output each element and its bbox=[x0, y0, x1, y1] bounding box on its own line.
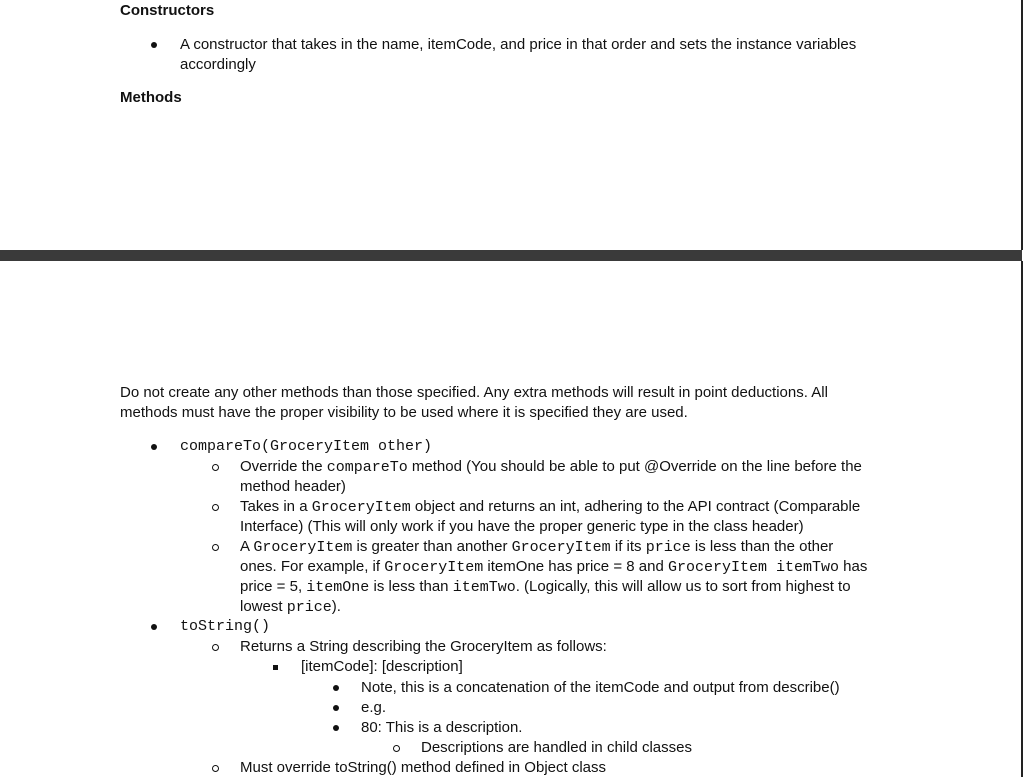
tostring-descriptions-note: Descriptions are handled in child classes bbox=[421, 739, 692, 756]
compareto-item3-line2: ones. For example, if GroceryItem itemOne has price = 8 and GroceryItem itemTwo has bbox=[240, 558, 868, 576]
compareto-item1-line1: Override the compareTo method (You should be able to put @Override on the line before the bbox=[240, 458, 862, 476]
tostring-item2: Must override toString() method defined in Object class bbox=[240, 759, 606, 776]
bullet-disc bbox=[151, 444, 157, 450]
compareto-item3-line1: A GroceryItem is greater than another GroceryItem if its price is less than the other bbox=[240, 538, 834, 556]
bullet-disc bbox=[333, 725, 339, 731]
compareto-signature: compareTo(GroceryItem other) bbox=[180, 438, 433, 455]
bullet-circle bbox=[212, 464, 219, 471]
tostring-item1: Returns a String describing the GroceryItem as follows: bbox=[240, 638, 607, 655]
tostring-eg: e.g. bbox=[361, 699, 387, 716]
bullet-circle bbox=[393, 745, 400, 752]
compareto-item1-line2: method header) bbox=[240, 478, 346, 495]
constructors-heading: Constructors bbox=[120, 2, 215, 19]
compareto-item2-line1: Takes in a GroceryItem object and returns an int, adhering to the API contract (Comparable bbox=[240, 498, 861, 516]
constructor-text-line1: A constructor that takes in the name, itemCode, and price in that order and sets the instance variables bbox=[180, 36, 857, 53]
bullet-square bbox=[273, 665, 278, 670]
tostring-note: Note, this is a concatenation of the itemCode and output from describe() bbox=[361, 679, 840, 696]
compareto-item2-line2: Interface) (This will only work if you have the proper generic type in the class header) bbox=[240, 518, 804, 535]
bullet-disc bbox=[151, 624, 157, 630]
bullet-disc bbox=[151, 42, 157, 48]
page-edge-top bbox=[1021, 0, 1023, 250]
bullet-disc bbox=[333, 685, 339, 691]
bullet-circle bbox=[212, 504, 219, 511]
page-edge-bottom bbox=[1021, 261, 1023, 777]
bullet-circle bbox=[212, 765, 219, 772]
bullet-circle bbox=[212, 544, 219, 551]
bullet-disc bbox=[333, 705, 339, 711]
intro-line1: Do not create any other methods than those specified. Any extra methods will result in point deductions. All bbox=[120, 384, 828, 401]
tostring-format: [itemCode]: [description] bbox=[301, 658, 463, 675]
compareto-item3-line3: price = 5, itemOne is less than itemTwo. (Logically, this will allow us to sort from highest to bbox=[240, 578, 851, 596]
bullet-circle bbox=[212, 644, 219, 651]
methods-heading: Methods bbox=[120, 89, 182, 106]
intro-line2: methods must have the proper visibility to be used where it is specified they are used. bbox=[120, 404, 688, 421]
constructor-text-line2: accordingly bbox=[180, 56, 256, 73]
page-divider bbox=[0, 250, 1022, 261]
compareto-item3-line4: lowest price). bbox=[240, 598, 341, 616]
tostring-signature: toString() bbox=[180, 618, 271, 635]
tostring-example: 80: This is a description. bbox=[361, 719, 523, 736]
